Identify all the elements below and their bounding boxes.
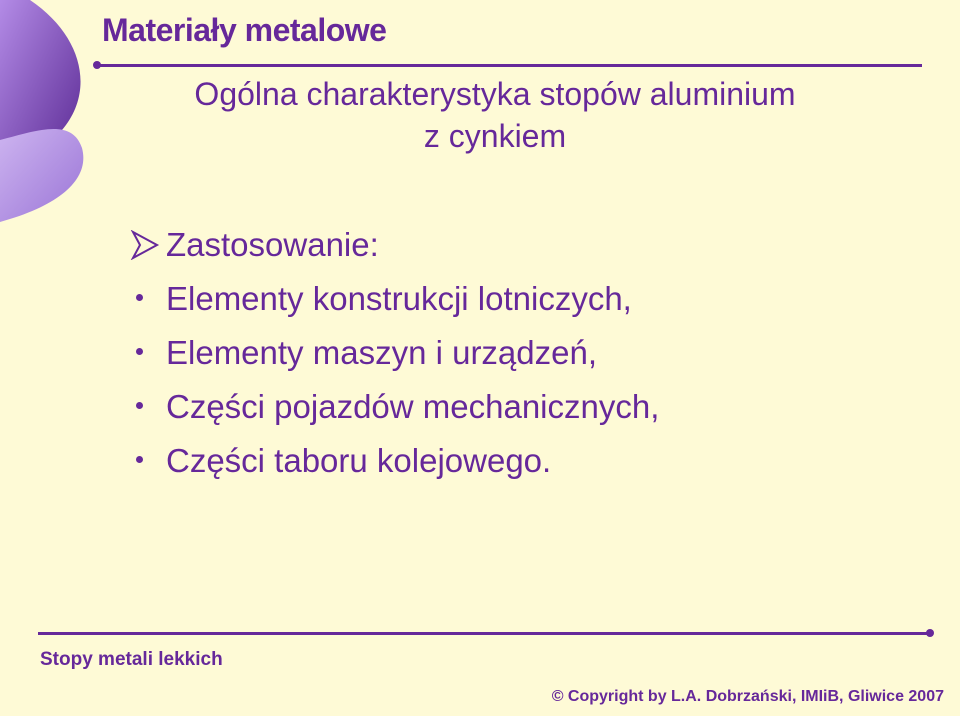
list-item-text: Części pojazdów mechanicznych, bbox=[166, 388, 660, 425]
list-item-text: Elementy maszyn i urządzeń, bbox=[166, 334, 598, 371]
footer-rule-dot bbox=[926, 629, 934, 637]
round-bullet-icon bbox=[136, 348, 143, 355]
corner-decoration bbox=[0, 0, 100, 225]
list-item-text: Elementy konstrukcji lotniczych, bbox=[166, 280, 632, 317]
footer-course-title: Stopy metali lekkich bbox=[40, 649, 223, 670]
slide-header-title: Materiały metalowe bbox=[102, 12, 387, 48]
header-rule bbox=[98, 64, 922, 67]
subtitle-line-2: z cynkiem bbox=[423, 118, 567, 154]
round-bullet-icon bbox=[136, 456, 143, 463]
header-rule-dot bbox=[93, 61, 101, 69]
arrowhead-outline-icon bbox=[130, 230, 160, 260]
subtitle-line-1: Ogólna charakterystyka stopów aluminium bbox=[194, 76, 796, 112]
slide-subtitle bbox=[130, 73, 860, 157]
round-bullet-icon bbox=[136, 402, 143, 409]
round-bullet-icon bbox=[136, 294, 143, 301]
section-heading-label: Zastosowanie: bbox=[166, 226, 379, 263]
list-item-text: Części taboru kolejowego. bbox=[166, 442, 552, 479]
footer-copyright: © Copyright by L.A. Dobrzański, IMIiB, Gliwice 2007 bbox=[551, 688, 944, 705]
footer-rule bbox=[38, 632, 928, 635]
